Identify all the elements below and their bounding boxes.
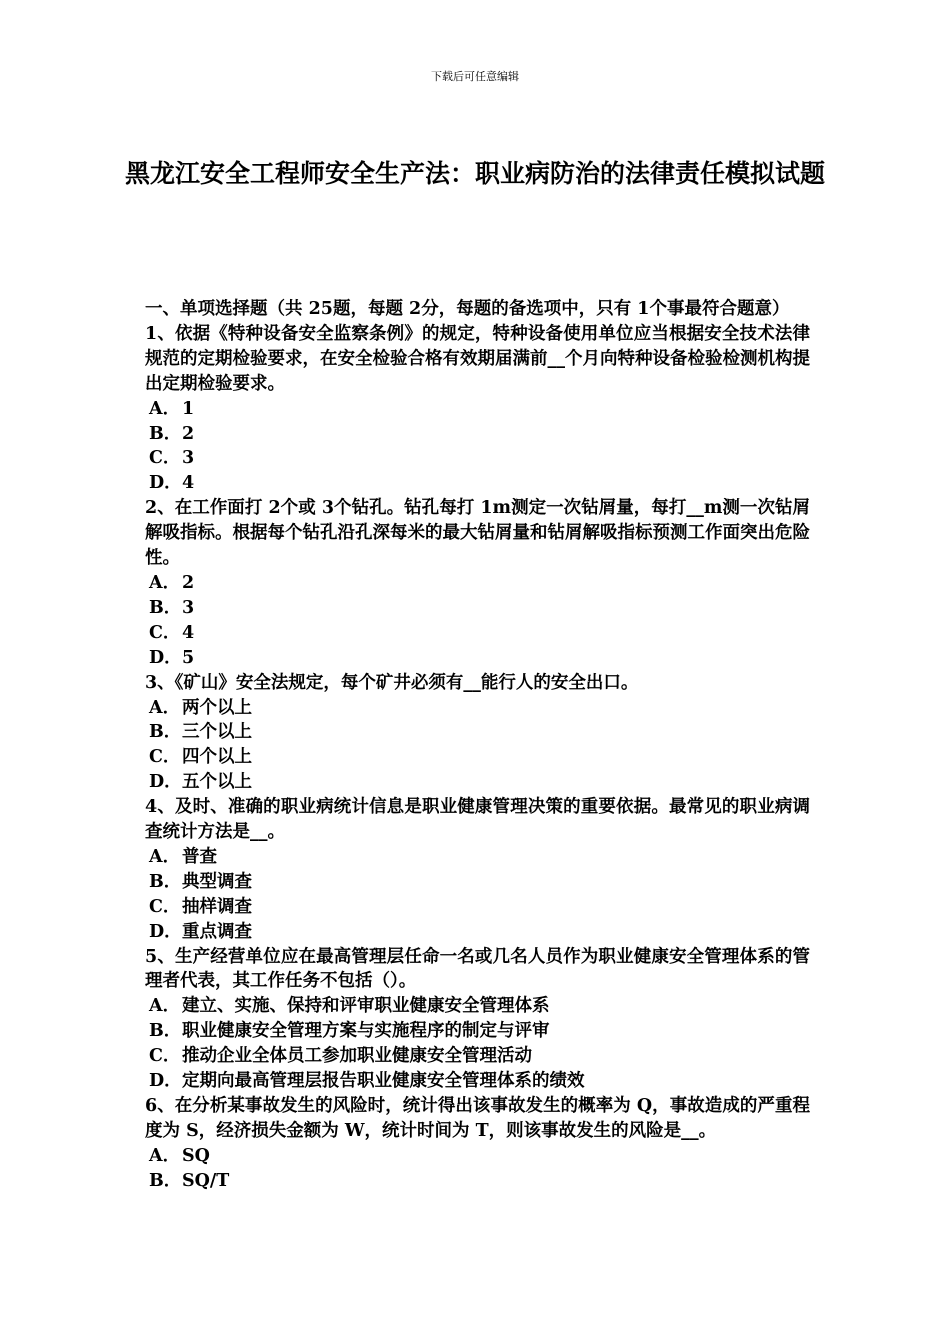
answer-option [145,646,810,671]
question-text: 6、在分析某事故发生的风险时，统计得出该事故发生的概率为 Q，事故造成的严重程度为 S，经济损失金额为 W，统计时间为 T，则该事故发生的风险是__。 [145,1096,810,1141]
answer-option [145,446,810,471]
answer-option [145,920,810,945]
answer-option [145,422,810,447]
document-body [145,297,810,1194]
section-heading: 一、单项选择题（共 25题，每题 2分，每题的备选项中，只有 1个事最符合题意） [145,299,790,319]
answer-option [145,571,810,596]
option-text: 职业健康安全管理方案与实施程序的制定与评审 [182,1021,550,1042]
option-text: 五个以上 [182,772,252,793]
option-letter: C． [149,622,181,643]
answer-option [145,1019,810,1044]
option-text: 3 [182,597,195,618]
option-letter: B． [149,722,182,743]
option-letter: D． [149,921,182,942]
option-letter: C． [149,896,181,917]
answer-option [145,845,810,870]
option-letter: C． [149,448,181,469]
option-letter: A． [149,697,181,718]
option-letter: A． [149,1145,181,1166]
option-letter: C． [149,1046,181,1067]
option-text: 2 [182,572,195,593]
answer-option [145,1169,810,1194]
option-letter: B． [149,423,182,444]
option-letter: A． [149,846,181,867]
answer-option [145,870,810,895]
option-text: 4 [182,622,195,643]
question-text: 4、及时、准确的职业病统计信息是职业健康管理决策的重要依据。最常见的职业病调查统计方法是__。 [145,797,810,843]
answer-option [145,471,810,496]
option-text: 推动企业全体员工参加职业健康安全管理活动 [182,1046,532,1067]
option-letter: D． [149,647,182,668]
answer-option [145,720,810,745]
option-text: 定期向最高管理层报告职业健康安全管理体系的绩效 [182,1071,585,1092]
option-text: 抽样调查 [182,896,252,917]
option-text: SQ/T [182,1170,230,1191]
option-text: 普查 [182,846,217,867]
answer-option [145,621,810,646]
answer-option [145,596,810,621]
option-letter: B． [149,597,182,618]
answer-option [145,1044,810,1069]
question-text: 5、生产经营单位应在最高管理层任命一名或几名人员作为职业健康安全管理体系的管理者代表，其工作任务不包括（）。 [145,946,810,992]
option-text: 典型调查 [182,871,252,892]
option-letter: D． [149,772,182,793]
question-text: 2、在工作面打 2个或 3个钻孔。钻孔每打 1m测定一次钻屑量，每打__m测一次钻屑解吸指标。根据每个钻孔沿孔深每米的最大钻屑量和钻屑解吸指标预测工作面突出危险性。 [145,498,810,569]
option-text: 三个以上 [182,722,252,743]
answer-option [145,397,810,422]
question-text: 3、《矿山》安全法规定，每个矿井必须有__能行人的安全出口。 [145,672,639,693]
option-letter: A． [149,996,181,1017]
answer-option [145,1069,810,1094]
option-letter: A． [149,572,181,593]
answer-option [145,1144,810,1169]
option-text: 建立、实施、保持和评审职业健康安全管理体系 [182,996,550,1017]
question-text: 1、依据《特种设备安全监察条例》的规定，特种设备使用单位应当根据安全技术法律规范的定期检验要求，在安全检验合格有效期届满前__个月向特种设备检验检测机构提出定期检验要求。 [145,323,810,394]
option-text: 两个以上 [182,697,252,718]
document-title: 黑龙江安全工程师安全生产法：职业病防治的法律责任模拟试题 [124,159,825,188]
option-letter: B． [149,871,182,892]
option-text: 重点调查 [182,921,252,942]
option-letter: B． [149,1170,182,1191]
option-letter: D． [149,473,182,494]
answer-option [145,770,810,795]
option-letter: D． [149,1071,182,1092]
option-text: 四个以上 [182,747,252,768]
option-letter: B． [149,1021,182,1042]
option-text: SQ [182,1145,210,1166]
answer-option [145,745,810,770]
header-note: 下载后可任意编辑 [431,70,519,83]
option-letter: C． [149,747,181,768]
option-text: 4 [182,473,195,494]
answer-option [145,696,810,721]
option-text: 3 [182,448,195,469]
option-text: 1 [182,398,195,419]
option-letter: A． [149,398,181,419]
answer-option [145,895,810,920]
option-text: 5 [182,647,195,668]
answer-option [145,994,810,1019]
option-text: 2 [182,423,195,444]
